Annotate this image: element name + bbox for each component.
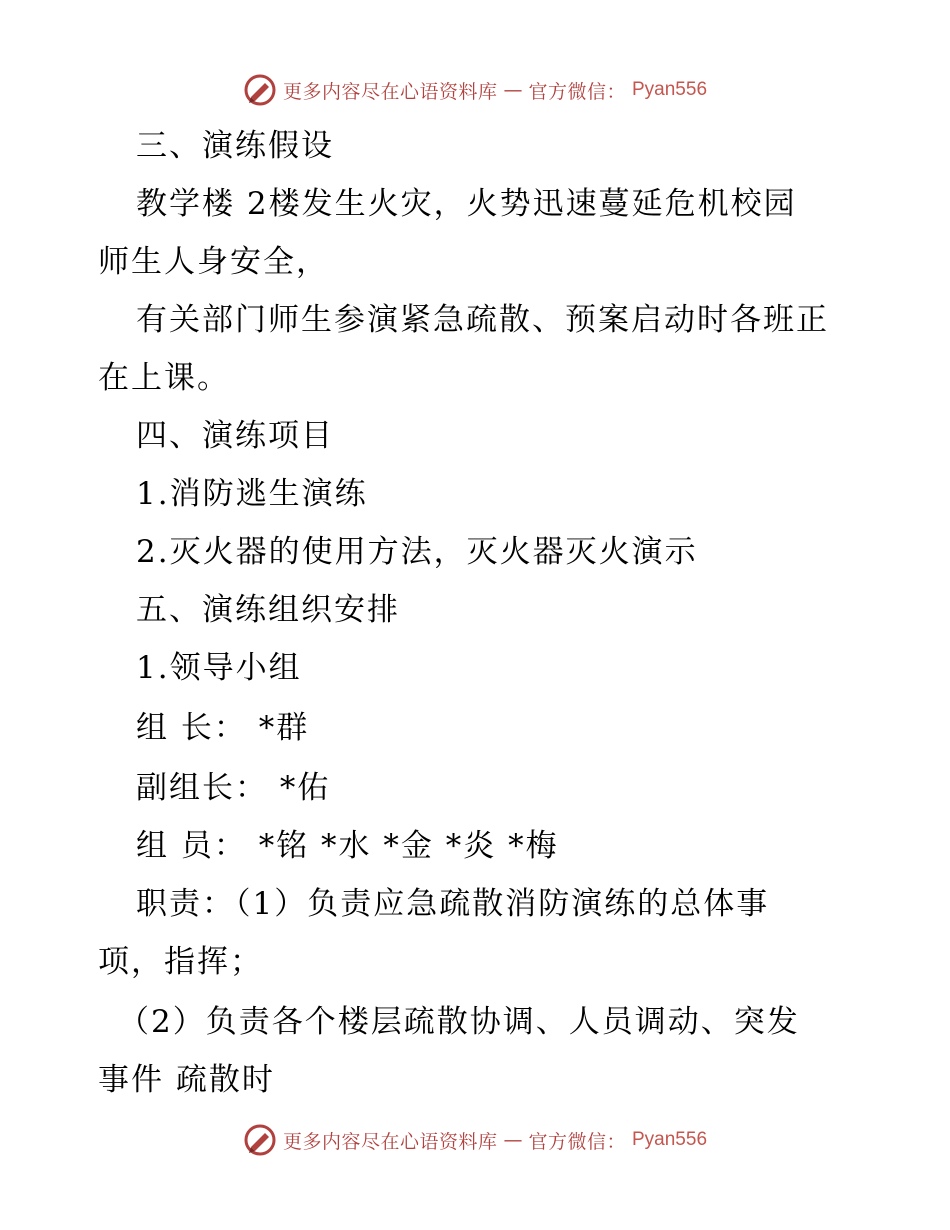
heading-drill-assumption: 三、演练假设 [136, 128, 334, 164]
heading-organization: 五、演练组织安排 [136, 592, 400, 628]
watermark-id: Pyan556 [632, 79, 708, 100]
pen-logo-icon [243, 73, 277, 107]
paragraph-line: 项，指挥； [98, 944, 263, 980]
team-members-line: 组 员： *铭 *水 *金 *炎 *梅 [136, 828, 559, 864]
paragraph-line: 教学楼 2楼发生火灾，火势迅速蔓延危机校园 [136, 186, 797, 222]
pen-logo-icon [243, 1123, 277, 1157]
list-item: 1.领导小组 [136, 650, 302, 686]
deputy-leader-line: 副组长： *佑 [136, 770, 331, 806]
paragraph-line: （2）负责各个楼层疏散协调、人员调动、突发 [118, 1004, 800, 1040]
watermark-separator: — [503, 79, 523, 101]
paragraph-line: 事件 疏散时 [98, 1062, 275, 1098]
watermark-id: Pyan556 [632, 1129, 708, 1150]
list-item: 1.消防逃生演练 [136, 476, 368, 512]
watermark-header [0, 70, 950, 110]
watermark-official: 官方微信： [528, 80, 626, 103]
watermark-text: 更多内容尽在心语资料库 [282, 80, 498, 103]
paragraph-line: 在上课。 [98, 360, 230, 396]
list-item: 2.灭火器的使用方法，灭火器灭火演示 [136, 534, 698, 570]
watermark-separator: — [503, 1129, 523, 1151]
watermark-footer [0, 1120, 950, 1160]
heading-drill-items: 四、演练项目 [136, 418, 334, 454]
team-leader-line: 组 长： *群 [136, 710, 310, 746]
paragraph-line: 职责：（1）负责应急疏散消防演练的总体事 [136, 886, 770, 922]
watermark-official: 官方微信： [528, 1130, 626, 1153]
watermark-text: 更多内容尽在心语资料库 [282, 1130, 498, 1153]
paragraph-line: 师生人身安全， [98, 244, 329, 280]
paragraph-line: 有关部门师生参演紧急疏散、预案启动时各班正 [136, 302, 829, 338]
